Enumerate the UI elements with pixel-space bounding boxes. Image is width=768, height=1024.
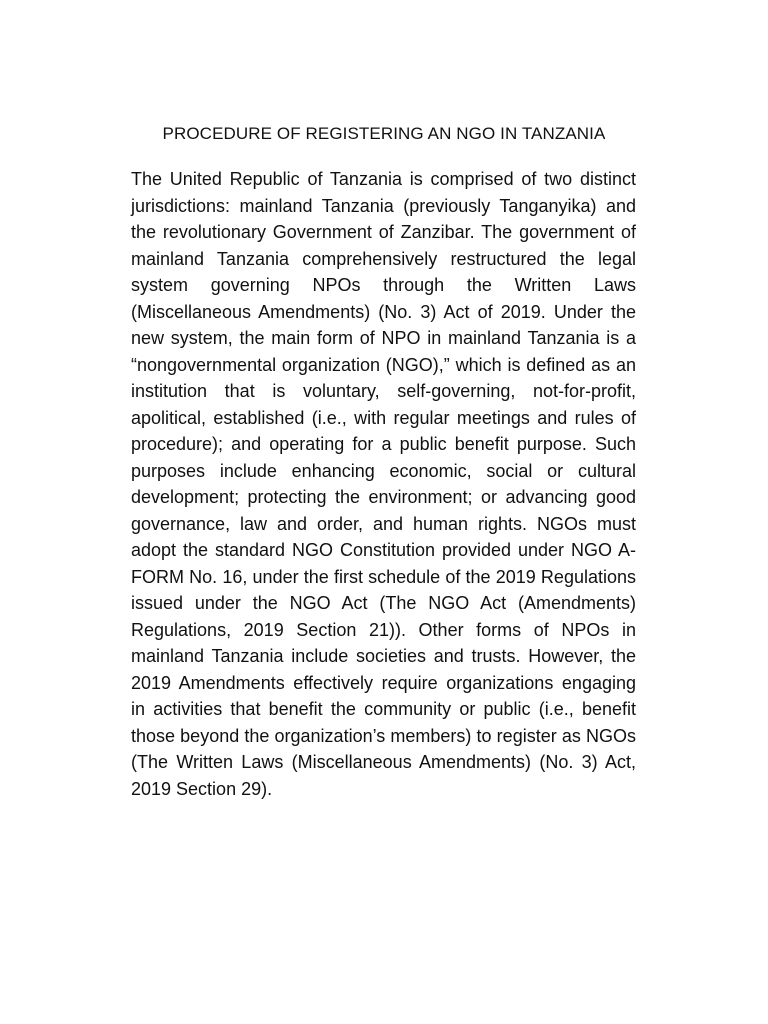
document-body-paragraph: The United Republic of Tanzania is comprised of two distinct jurisdictions: mainland Tanzania (previously Tanganyika) and the revolutionary Government of Zanzibar. The government of mainland Tanzania comprehensively restructured the legal system governing NPOs through the Written Laws (Miscellaneous Amendments) (No. 3) Act of 2019. Under the new system, the main form of NPO in mainland Tanzania is a “nongovernmental organization (NGO),” which is defined as an institution that is voluntary, self-governing, not-for-profit, apolitical, established (i.e., with regular meetings and rules of procedure); and operating for a public benefit purpose. Such purposes include enhancing economic, social or cultural development; protecting the environment; or advancing good governance, law and order, and human rights. NGOs must adopt the standard NGO Constitution provided under NGO A-FORM No. 16, under the first schedule of the 2019 Regulations issued under the NGO Act (The NGO Act (Amendments) Regulations, 2019 Section 21)). Other forms of NPOs in mainland Tanzania include societies and trusts. However, the 2019 Amendments effectively require organizations engaging in activities that benefit the community or public (i.e., benefit those beyond the organization’s members) to register as NGOs (The Written Laws (Miscellaneous Amendments) (No. 3) Act, 2019 Section 29).: [131, 169, 636, 799]
document-title: PROCEDURE OF REGISTERING AN NGO IN TANZANIA: [162, 124, 606, 143]
